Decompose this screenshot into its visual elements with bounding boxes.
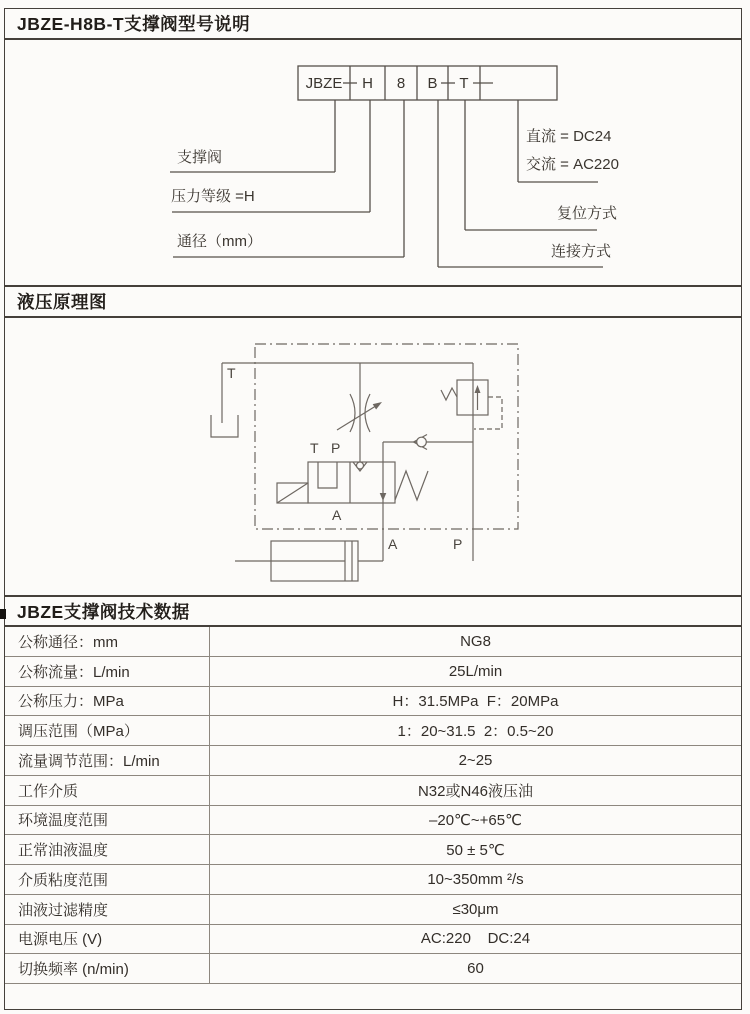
model-cell-connect: B (427, 75, 438, 92)
table-row (5, 895, 741, 925)
row-label: 流量调节范围：L/min (5, 746, 210, 775)
table-row (5, 716, 741, 746)
row-value: 10~350mm ²/s (427, 870, 524, 888)
label-reset-mode: 复位方式 (557, 205, 618, 222)
row-value: ≤30μm (452, 900, 499, 918)
table-row (5, 925, 741, 955)
table-row (5, 657, 741, 687)
row-value: 2~25 (458, 751, 493, 769)
table-row (5, 954, 741, 984)
port-label-tank-t: T (227, 365, 236, 381)
table-row (5, 776, 741, 806)
row-label: 正常油液温度 (5, 835, 210, 864)
section2-title: 液压原理图 (17, 292, 107, 312)
port-label-line-p: P (453, 536, 463, 552)
row-label: 电源电压 (V) (5, 925, 210, 954)
table-row (5, 746, 741, 776)
section1-title: JBZE-H8B-T支撑阀型号说明 (17, 14, 251, 34)
row-label: 环境温度范围 (5, 806, 210, 835)
row-label: 公称通径：mm (5, 627, 210, 656)
row-label: 介质粘度范围 (5, 865, 210, 894)
row-value: 50 ± 5℃ (446, 841, 505, 859)
row-value: AC:220 DC:24 (420, 930, 531, 948)
row-value: 25L/min (448, 662, 503, 680)
label-connection-mode: 连接方式 (551, 243, 612, 260)
model-cell-size: 8 (396, 75, 406, 92)
row-label: 工作介质 (5, 776, 210, 805)
table-row (5, 835, 741, 865)
row-label: 公称流量：L/min (5, 657, 210, 686)
row-value: NG8 (460, 632, 491, 650)
row-value: 1：20~31.5 2：0.5~20 (397, 723, 554, 741)
tech-data-table (5, 627, 741, 984)
section-model-code (4, 8, 742, 286)
port-label-line-a: A (388, 536, 398, 552)
row-value: 60 (467, 960, 484, 978)
model-cell-pressure: H (362, 75, 373, 92)
row-label: 油液过滤精度 (5, 895, 210, 924)
table-row (5, 627, 741, 657)
model-cell-series: JBZE (305, 75, 343, 92)
row-label: 调压范围（MPa） (5, 716, 210, 745)
table-row (5, 865, 741, 895)
label-dc-voltage: 直流 = DC24 (526, 128, 612, 145)
section3-title: JBZE支撑阀技术数据 (17, 601, 190, 622)
label-pressure-grade: 压力等级 =H (171, 188, 255, 205)
row-value: N32或N46液压油 (417, 782, 534, 800)
model-cell-reset: T (459, 75, 469, 92)
label-ac-voltage: 交流 = AC220 (526, 156, 619, 173)
section1-titlebar (5, 9, 741, 40)
section-tech-data (4, 596, 742, 1010)
row-value: H：31.5MPa F：20MPa (392, 693, 559, 711)
table-row (5, 806, 741, 836)
row-label: 切换频率 (n/min) (5, 954, 210, 983)
section2-titlebar (5, 287, 741, 318)
row-value: –20℃~+65℃ (429, 811, 522, 829)
port-label-valve-a: A (332, 507, 342, 523)
section3-titlebar (5, 597, 741, 627)
port-label-valve-t: T (310, 440, 319, 456)
label-support-valve: 支撑阀 (177, 149, 223, 166)
label-diameter: 通径（mm） (177, 233, 262, 250)
table-row (5, 687, 741, 717)
row-label: 公称压力：MPa (5, 687, 210, 716)
port-label-valve-p: P (331, 440, 341, 456)
section-schematic (4, 286, 742, 596)
section-edge-marker (0, 609, 6, 619)
